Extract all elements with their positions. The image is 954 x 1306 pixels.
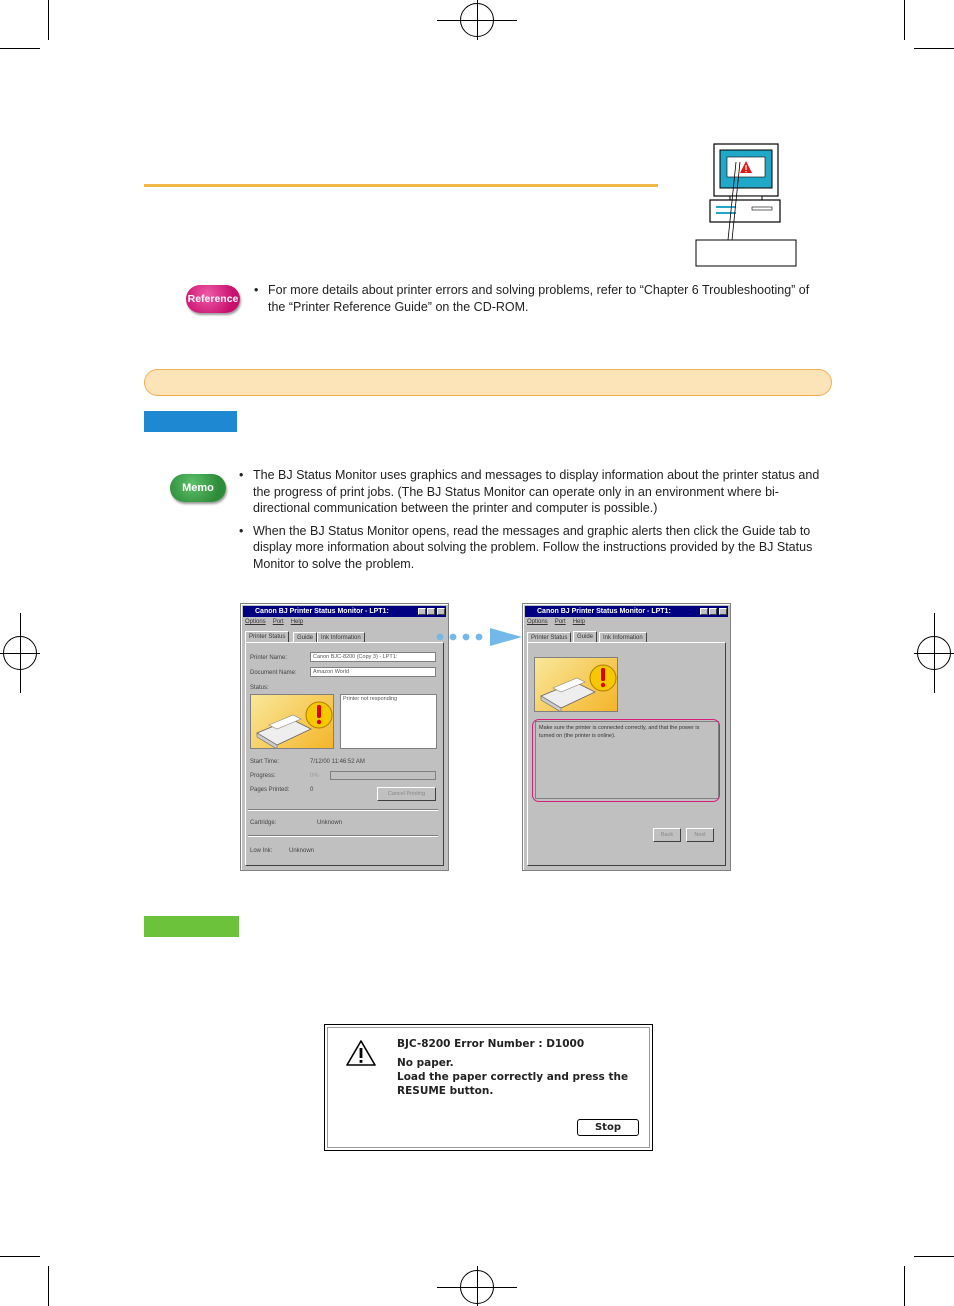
printer-name-label: Printer Name:	[250, 655, 288, 661]
tab-guide[interactable]: Guide	[293, 632, 317, 642]
registration-line	[477, 1266, 478, 1306]
crop-mark	[0, 48, 40, 49]
progress-bar	[330, 771, 436, 780]
menu-bar	[527, 619, 592, 625]
window-title: Canon BJ Printer Status Monitor - LPT1:	[537, 608, 671, 615]
crop-mark	[48, 0, 49, 40]
reference-badge: Reference	[186, 285, 240, 313]
printer-name-field: Canon BJC-8200 (Copy 3) - LPT1:	[310, 652, 436, 662]
memo-item: • When the BJ Status Monitor opens, read the messages and graphic alerts then click the Guide tab to display more information about solving the problem. Follow the instructions provided by the BJ Status Monitor to solve the problem.	[239, 523, 829, 573]
menu-help[interactable]: Help	[572, 619, 586, 625]
tab-printer-status[interactable]: Printer Status	[527, 632, 571, 642]
crop-mark	[0, 1256, 40, 1257]
menu-port[interactable]: Port	[554, 619, 566, 625]
printer-warning-image	[250, 694, 334, 749]
menu-help[interactable]: Help	[290, 619, 304, 625]
window-title: Canon BJ Printer Status Monitor - LPT1:	[255, 608, 389, 615]
memo-badge: Memo	[170, 474, 226, 502]
section-banner	[144, 369, 832, 396]
menu-options[interactable]: Options	[527, 619, 548, 625]
memo-text-block	[239, 467, 829, 576]
maximize-button[interactable]	[709, 608, 717, 615]
registration-line	[20, 613, 21, 693]
tab-printer-status[interactable]: Printer Status	[245, 631, 289, 642]
maximize-button[interactable]	[427, 608, 435, 615]
menu-options[interactable]: Options	[245, 619, 266, 625]
windows-section-tab	[144, 411, 237, 432]
crop-mark	[904, 1266, 905, 1306]
tab-ink-information[interactable]: Ink Information	[317, 632, 365, 642]
stop-button[interactable]: Stop	[577, 1119, 639, 1136]
divider	[248, 835, 438, 837]
printer-warning-image	[534, 657, 618, 712]
status-message-box: Printer not responding	[340, 694, 437, 749]
menu-bar	[245, 619, 310, 625]
back-button[interactable]: Back	[653, 828, 681, 842]
tab-ink-information[interactable]: Ink Information	[599, 632, 647, 642]
divider	[248, 809, 438, 811]
low-ink-label: Low Ink:	[250, 848, 273, 854]
window-title-bar	[525, 606, 728, 617]
memo-item: • The BJ Status Monitor uses graphics and messages to display information about the printer status and the progress of print jobs. (The BJ Status Monitor can operate only in an environment where bi-directional communication between the printer and computer is possible.)	[239, 467, 829, 517]
close-button[interactable]	[719, 608, 727, 615]
reference-text-block	[254, 282, 822, 319]
macintosh-section-tab	[144, 916, 239, 937]
computer-warning-illustration	[690, 140, 802, 270]
progress-label: Progress:	[250, 773, 276, 779]
printer-error-icon	[251, 695, 334, 749]
document-name-field: Amazon World	[310, 667, 436, 677]
guide-message: Make sure the printer is connected correctly, and that the power is turned on (the printer is online).	[539, 725, 700, 739]
crop-mark	[914, 48, 954, 49]
printer-error-icon	[535, 658, 618, 712]
start-time-label: Start Time:	[250, 759, 280, 765]
next-button[interactable]: Next	[686, 828, 714, 842]
crop-mark	[48, 1266, 49, 1306]
low-ink-value: Unknown	[289, 848, 315, 854]
crop-mark	[904, 0, 905, 40]
start-time-value: 7/12/00 11:46:52 AM	[310, 759, 365, 765]
header-rule	[144, 184, 658, 187]
error-line-1: No paper.	[397, 1057, 454, 1069]
status-monitor-window-printer-status	[240, 603, 449, 871]
error-line-2: Load the paper correctly and press the	[397, 1071, 629, 1083]
cartridge-label: Cartridge:	[250, 820, 277, 826]
cartridge-value: Unknown	[317, 820, 343, 826]
minimize-button[interactable]	[418, 608, 426, 615]
status-monitor-window-guide	[522, 603, 731, 871]
menu-port[interactable]: Port	[272, 619, 284, 625]
close-button[interactable]	[437, 608, 445, 615]
crop-mark	[914, 1256, 954, 1257]
pages-printed-value: 0	[310, 787, 314, 793]
progress-value: 0%	[310, 773, 319, 779]
error-title: BJC-8200 Error Number : D1000	[397, 1038, 585, 1050]
cancel-printing-button[interactable]: Cancel Printing	[377, 787, 436, 801]
window-title-bar	[243, 606, 446, 617]
warning-icon	[345, 1039, 377, 1067]
registration-line	[477, 0, 478, 40]
mac-error-dialog	[324, 1024, 653, 1151]
dotted-arrow-icon	[434, 626, 524, 648]
reference-text: • For more details about printer errors and solving problems, refer to “Chapter 6 Troubleshooting” of the “Printer Reference Guide” on the CD-ROM.	[254, 282, 822, 315]
document-name-label: Document Name:	[250, 670, 297, 676]
error-line-3: RESUME button.	[397, 1085, 494, 1097]
guide-message-highlight	[532, 719, 720, 802]
tab-guide[interactable]: Guide	[573, 631, 597, 642]
status-label: Status:	[250, 685, 269, 691]
pages-printed-label: Pages Printed:	[250, 787, 290, 793]
minimize-button[interactable]	[700, 608, 708, 615]
registration-line	[934, 613, 935, 693]
